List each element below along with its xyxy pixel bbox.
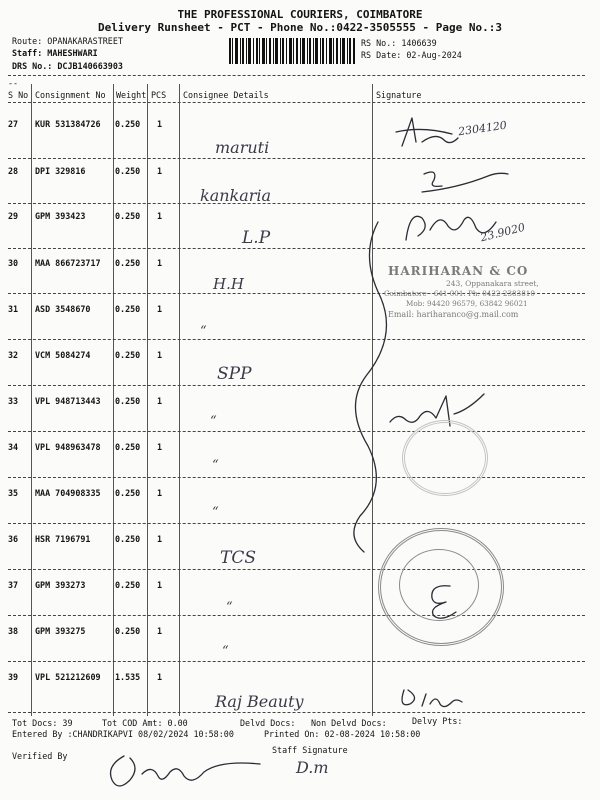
company-stamp	[380, 262, 586, 324]
row-weight: 0.250	[115, 442, 141, 452]
rs-number: RS No.: 1406639	[361, 38, 437, 48]
row-pcs: 1	[157, 350, 163, 360]
stamp-line4: Email: hariharanco@g.mail.com	[388, 310, 519, 319]
row-consignment: ASD 3548670	[35, 304, 91, 314]
stamp-line2: Coimbatore - 641 001. Ph: 0422-2383810	[384, 289, 535, 298]
staff-label: Staff: MAHESHWARI	[12, 48, 98, 58]
row-pcs: 1	[157, 258, 163, 268]
drs-number: DRS No.: DCJB140663903	[12, 61, 123, 71]
row-sno: 27	[8, 119, 19, 129]
row-divider	[8, 523, 585, 524]
round-seal-stamp	[378, 528, 504, 646]
row-pcs: 1	[157, 304, 163, 314]
total-cod-amount: Tot COD Amt: 0.00	[102, 718, 188, 728]
row-consignment: VPL 948713443	[35, 396, 101, 406]
col-signature: Signature	[376, 90, 422, 100]
row-consignment: MAA 704908335	[35, 488, 101, 498]
row-weight: 0.250	[115, 396, 141, 406]
non-delivered-docs: Non Delvd Docs:	[311, 718, 387, 728]
row-pcs: 1	[157, 672, 163, 682]
rs-date: RS Date: 02-Aug-2024	[361, 50, 462, 60]
row-weight: 0.250	[115, 350, 141, 360]
top-marker: --	[8, 78, 19, 88]
row-divider	[8, 615, 585, 616]
row-sno: 34	[8, 442, 19, 452]
staff-signature-hand: D.m	[296, 758, 329, 777]
row-divider	[8, 158, 585, 159]
row-sno: 33	[8, 396, 19, 406]
signature-number: 2304120	[457, 118, 508, 139]
signature-row-39	[396, 684, 466, 714]
row-weight: 0.250	[115, 580, 141, 590]
verified-by-signature	[100, 750, 270, 794]
handwritten-ditto-mark: “	[212, 505, 219, 520]
handwritten-consignee-maruti: maruti	[215, 138, 270, 157]
row-weight: 0.250	[115, 119, 141, 129]
row-weight: 0.250	[115, 211, 141, 221]
row-consignment: KUR 531384726	[35, 119, 101, 129]
row-pcs: 1	[157, 534, 163, 544]
entered-by: Entered By :CHANDRIKAPVI 08/02/2024 10:58:00	[12, 729, 234, 739]
row-weight: 0.250	[115, 258, 141, 268]
handwritten-ditto-mark: “	[222, 644, 229, 659]
row-pcs: 1	[157, 442, 163, 452]
row-pcs: 1	[157, 396, 163, 406]
row-pcs: 1	[157, 580, 163, 590]
total-docs: Tot Docs: 39	[12, 718, 73, 728]
row-consignment: HSR 7196791	[35, 534, 91, 544]
handwritten-consignee-tcs: TCS	[220, 548, 256, 568]
stamp-line3: Mob: 94420 96579, 63842 96021	[406, 299, 528, 308]
row-sno: 31	[8, 304, 19, 314]
row-consignment: DPI 329816	[35, 166, 86, 176]
row-weight: 0.250	[115, 488, 141, 498]
column-header-divider	[8, 102, 585, 103]
header-divider	[8, 75, 585, 76]
row-sno: 39	[8, 672, 19, 682]
row-sno: 28	[8, 166, 19, 176]
handwritten-consignee-hh: H.H	[213, 275, 244, 293]
row-divider	[8, 431, 585, 432]
row-sno: 38	[8, 626, 19, 636]
row-divider	[8, 712, 585, 713]
col-sno: S No	[8, 90, 29, 100]
col-pcs: PCS	[151, 90, 167, 100]
row-pcs: 1	[157, 211, 163, 221]
row-consignment: VPL 521212609	[35, 672, 101, 682]
signature-number: 23.9020	[479, 220, 527, 245]
handwritten-consignee-raj-beauty: Raj Beauty	[215, 692, 304, 711]
row-sno: 36	[8, 534, 19, 544]
printed-on: Printed On: 02-08-2024 10:58:00	[264, 729, 421, 739]
company-title: THE PROFESSIONAL COURIERS, COIMBATORE	[177, 8, 423, 21]
row-sno: 37	[8, 580, 19, 590]
row-divider	[8, 661, 585, 662]
round-seal-stamp	[402, 420, 488, 496]
handwritten-ditto-mark: “	[210, 414, 217, 429]
row-divider	[8, 385, 585, 386]
stamp-line1: 243, Oppanakara street,	[446, 279, 539, 288]
row-weight: 0.250	[115, 304, 141, 314]
barcode	[229, 38, 355, 64]
row-pcs: 1	[157, 166, 163, 176]
row-sno: 35	[8, 488, 19, 498]
staff-signature-label: Staff Signature	[272, 745, 348, 755]
row-consignment: VCM 5084274	[35, 350, 91, 360]
handwritten-ditto-mark: “	[200, 324, 207, 339]
col-consignee-details: Consignee Details	[183, 90, 269, 100]
row-weight: 0.250	[115, 626, 141, 636]
col-weight: Weight	[116, 90, 147, 100]
runsheet-title: Delivery Runsheet - PCT - Phone No.:0422-3505555 - Page No.:3	[98, 21, 502, 34]
row-consignment: MAA 866723717	[35, 258, 101, 268]
col-consignment: Consignment No	[35, 90, 106, 100]
delivered-docs: Delvd Docs:	[240, 718, 296, 728]
delivery-points: Delvy Pts:	[412, 716, 463, 726]
handwritten-ditto-mark: “	[226, 600, 233, 615]
row-pcs: 1	[157, 626, 163, 636]
row-divider	[8, 248, 585, 249]
row-consignment: GPM 393273	[35, 580, 86, 590]
row-consignment: GPM 393275	[35, 626, 86, 636]
row-weight: 0.250	[115, 534, 141, 544]
handwritten-consignee-spp: SPP	[217, 364, 252, 384]
row-pcs: 1	[157, 119, 163, 129]
stamp-name: HARIHARAN & CO	[388, 264, 529, 278]
row-weight: 0.250	[115, 166, 141, 176]
row-sno: 29	[8, 211, 19, 221]
row-divider	[8, 477, 585, 478]
row-weight: 1.535	[115, 672, 141, 682]
row-sno: 30	[8, 258, 19, 268]
route-label: Route: OPANAKARASTREET	[12, 36, 123, 46]
handwritten-ditto-mark: “	[212, 458, 219, 473]
row-divider	[8, 339, 585, 340]
row-pcs: 1	[157, 488, 163, 498]
verified-by-label: Verified By	[12, 751, 68, 761]
row-sno: 32	[8, 350, 19, 360]
handwritten-consignee-kankaria: kankaria	[200, 186, 272, 205]
handwritten-consignee-lp: L.P	[242, 228, 271, 248]
row-consignment: VPL 948963478	[35, 442, 101, 452]
row-consignment: GPM 393423	[35, 211, 86, 221]
